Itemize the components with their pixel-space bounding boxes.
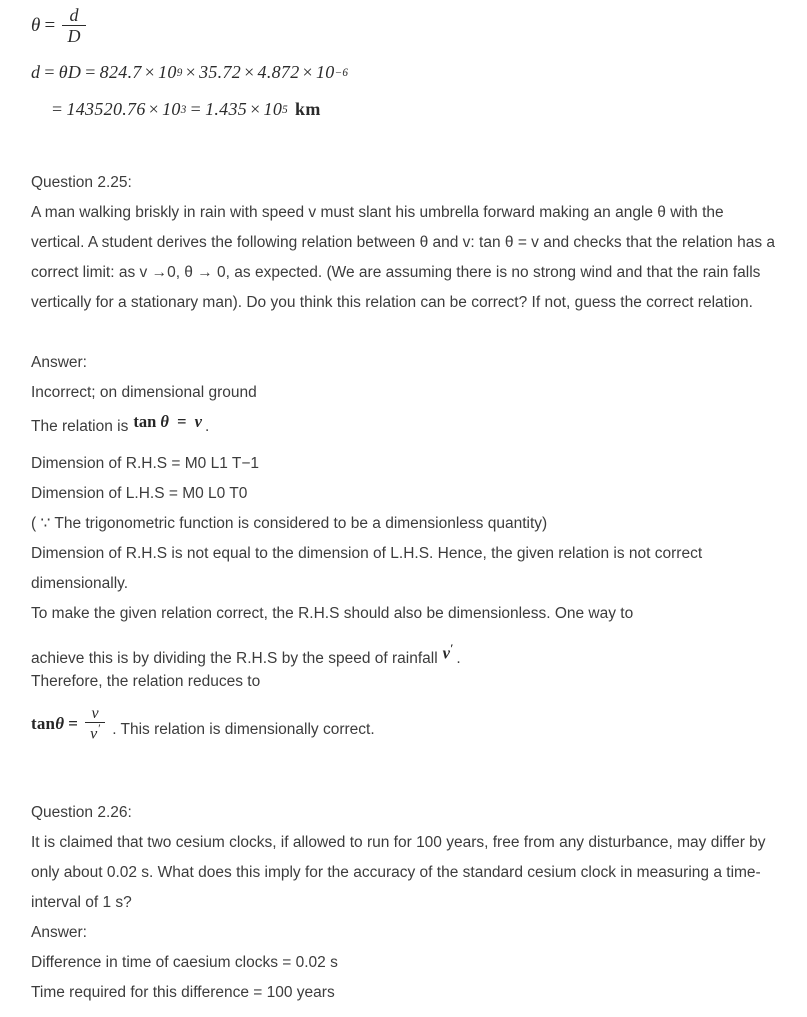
- tan-function-label: tan: [133, 412, 157, 431]
- to-make-relation-text: To make the given relation correct, the R.H.S should also be dimensionless. One way to: [31, 605, 634, 622]
- equation-theta-d-over-D: [31, 6, 89, 45]
- relation-statement-line: [31, 411, 209, 442]
- eq3-value-1: 143520.76: [66, 99, 146, 119]
- v-prime-base: v: [442, 643, 450, 663]
- question-225-body-text: A man walking briskly in rain with speed v must slant his umbrella forward making an angle θ with the vertical. A student derives the following relation between θ and v: tan θ = v and checks that the relation has a correct limit: as v →0, θ → 0, as expected. (We are assuming there is no strong wind and that the rain falls vertically for a stationary man). Do you think this relation can be correct? If not, guess the correct relation.: [31, 204, 776, 311]
- eq3-base-1: 10: [162, 99, 181, 119]
- to-make-relation-paragraph: [31, 599, 783, 629]
- dimension-rhs-line: [31, 449, 776, 479]
- eq2-times-2: ×: [185, 62, 197, 82]
- dimension-lhs-text: Dimension of L.H.S = M0 L0 T0: [31, 485, 248, 502]
- eq3-exponent-1: 3: [180, 103, 187, 116]
- final-relation-block: [31, 706, 375, 742]
- eq2-base-1: 10: [158, 62, 177, 82]
- eq2-value-2: 35.72: [199, 62, 242, 82]
- question-225-heading: [31, 168, 776, 198]
- eq2-base-2: 10: [315, 62, 335, 82]
- denominator-base: v: [90, 725, 98, 743]
- answer-label-text: Answer:: [31, 354, 87, 371]
- denominator-prime: ′: [97, 723, 101, 735]
- question-226-answer-line-1-text: Difference in time of caesium clocks = 0.02 s: [31, 954, 338, 971]
- achieve-suffix-text: .: [456, 649, 461, 667]
- fraction-denominator: D: [67, 26, 81, 46]
- eq2-lhs: d: [31, 62, 41, 82]
- final-fraction-numerator: v: [91, 705, 99, 722]
- dimension-lhs-line: [31, 479, 776, 509]
- eq3-exponent-2: 5: [282, 103, 289, 116]
- equation-tan-theta-equals-v-over-vprime: [31, 706, 108, 742]
- question-226-answer-line-2: [31, 978, 776, 1008]
- eq2-value-3: 4.872: [257, 62, 300, 82]
- eq3-times-2: ×: [250, 99, 261, 119]
- eq3-equals-2: =: [190, 99, 202, 119]
- eq2-theta-D: θD: [58, 62, 82, 82]
- question-226-heading-text: Question 2.26:: [31, 804, 132, 821]
- inline-symbol-v-prime: [443, 633, 454, 669]
- relation-suffix: .: [204, 418, 210, 435]
- final-theta-symbol: θ: [55, 714, 65, 734]
- eq2-exponent-1: 9: [176, 66, 183, 79]
- eq3-base-2: 10: [263, 99, 283, 119]
- eq2-times-1: ×: [144, 62, 156, 82]
- final-tan-label: tan: [31, 714, 56, 734]
- equation-d-result: [48, 99, 321, 120]
- eq2-times-4: ×: [302, 62, 313, 82]
- fraction-v-over-vprime: [85, 706, 105, 742]
- question-226-answer-line-2-text: Time required for this difference = 100 years: [31, 984, 335, 1001]
- dimension-mismatch-paragraph: [31, 539, 779, 599]
- relation-prefix: The relation is: [31, 418, 129, 435]
- question-225-heading-text: Question 2.25:: [31, 174, 132, 191]
- question-226-answer-label-text: Answer:: [31, 924, 87, 941]
- question-226-answer-line-1: [31, 948, 776, 978]
- eq2-equals-1: =: [44, 62, 55, 82]
- eq2-equals-2: =: [85, 62, 96, 82]
- question-225-answer-label: [31, 348, 776, 378]
- eq3-unit: km: [295, 99, 321, 119]
- question-226-answer-label: [31, 918, 776, 948]
- question-225-body: [31, 198, 779, 318]
- because-note-line: [31, 509, 776, 539]
- eq3-value-2: 1.435: [205, 99, 248, 119]
- final-equals-symbol: =: [68, 714, 79, 734]
- eq2-value-1: 824.7: [99, 62, 142, 82]
- because-note-text: ( ∵ The trigonometric function is considered to be a dimensionless quantity): [31, 515, 548, 532]
- achieve-prefix-text: achieve this is by dividing the R.H.S by the speed of rainfall: [31, 649, 438, 667]
- fraction-numerator: d: [69, 5, 79, 25]
- final-relation-tail-text: . This relation is dimensionally correct.: [112, 721, 375, 739]
- eq2-exponent-2: −6: [334, 66, 349, 79]
- question-225-answer-line-1: [31, 378, 776, 408]
- dimension-mismatch-text: Dimension of R.H.S is not equal to the dimension of L.H.S. Hence, the given relation is not correct dimensionally.: [31, 545, 703, 592]
- dimension-rhs-text: Dimension of R.H.S = M0 L1 T−1: [31, 455, 260, 472]
- question-226-body: [31, 828, 781, 918]
- v-symbol: v: [194, 412, 202, 431]
- question-226-heading: [31, 798, 776, 828]
- eq1-lhs: θ: [31, 14, 41, 36]
- theta-symbol: θ: [160, 412, 169, 431]
- final-fraction-denominator: [85, 723, 105, 742]
- eq3-equals-1: =: [52, 99, 63, 119]
- equals-symbol: =: [177, 412, 187, 431]
- inline-equation-tan-theta-equals-v: [133, 407, 202, 437]
- answer-line-1-text: Incorrect; on dimensional ground: [31, 384, 257, 401]
- eq1-equals: =: [44, 14, 56, 36]
- eq2-times-3: ×: [244, 62, 255, 82]
- therefore-line: [31, 667, 776, 697]
- eq3-times-1: ×: [148, 99, 160, 119]
- therefore-text: Therefore, the relation reduces to: [31, 673, 261, 690]
- equation-d-computation: [31, 62, 348, 83]
- question-226-body-text: It is claimed that two cesium clocks, if allowed to run for 100 years, free from any disturbance, may differ by only about 0.02 s. What does this imply for the accuracy of the standard cesium clock in measuring a time-interval of 1 s?: [31, 834, 766, 911]
- v-prime-mark: ′: [450, 641, 454, 655]
- fraction-d-over-D: [62, 6, 85, 45]
